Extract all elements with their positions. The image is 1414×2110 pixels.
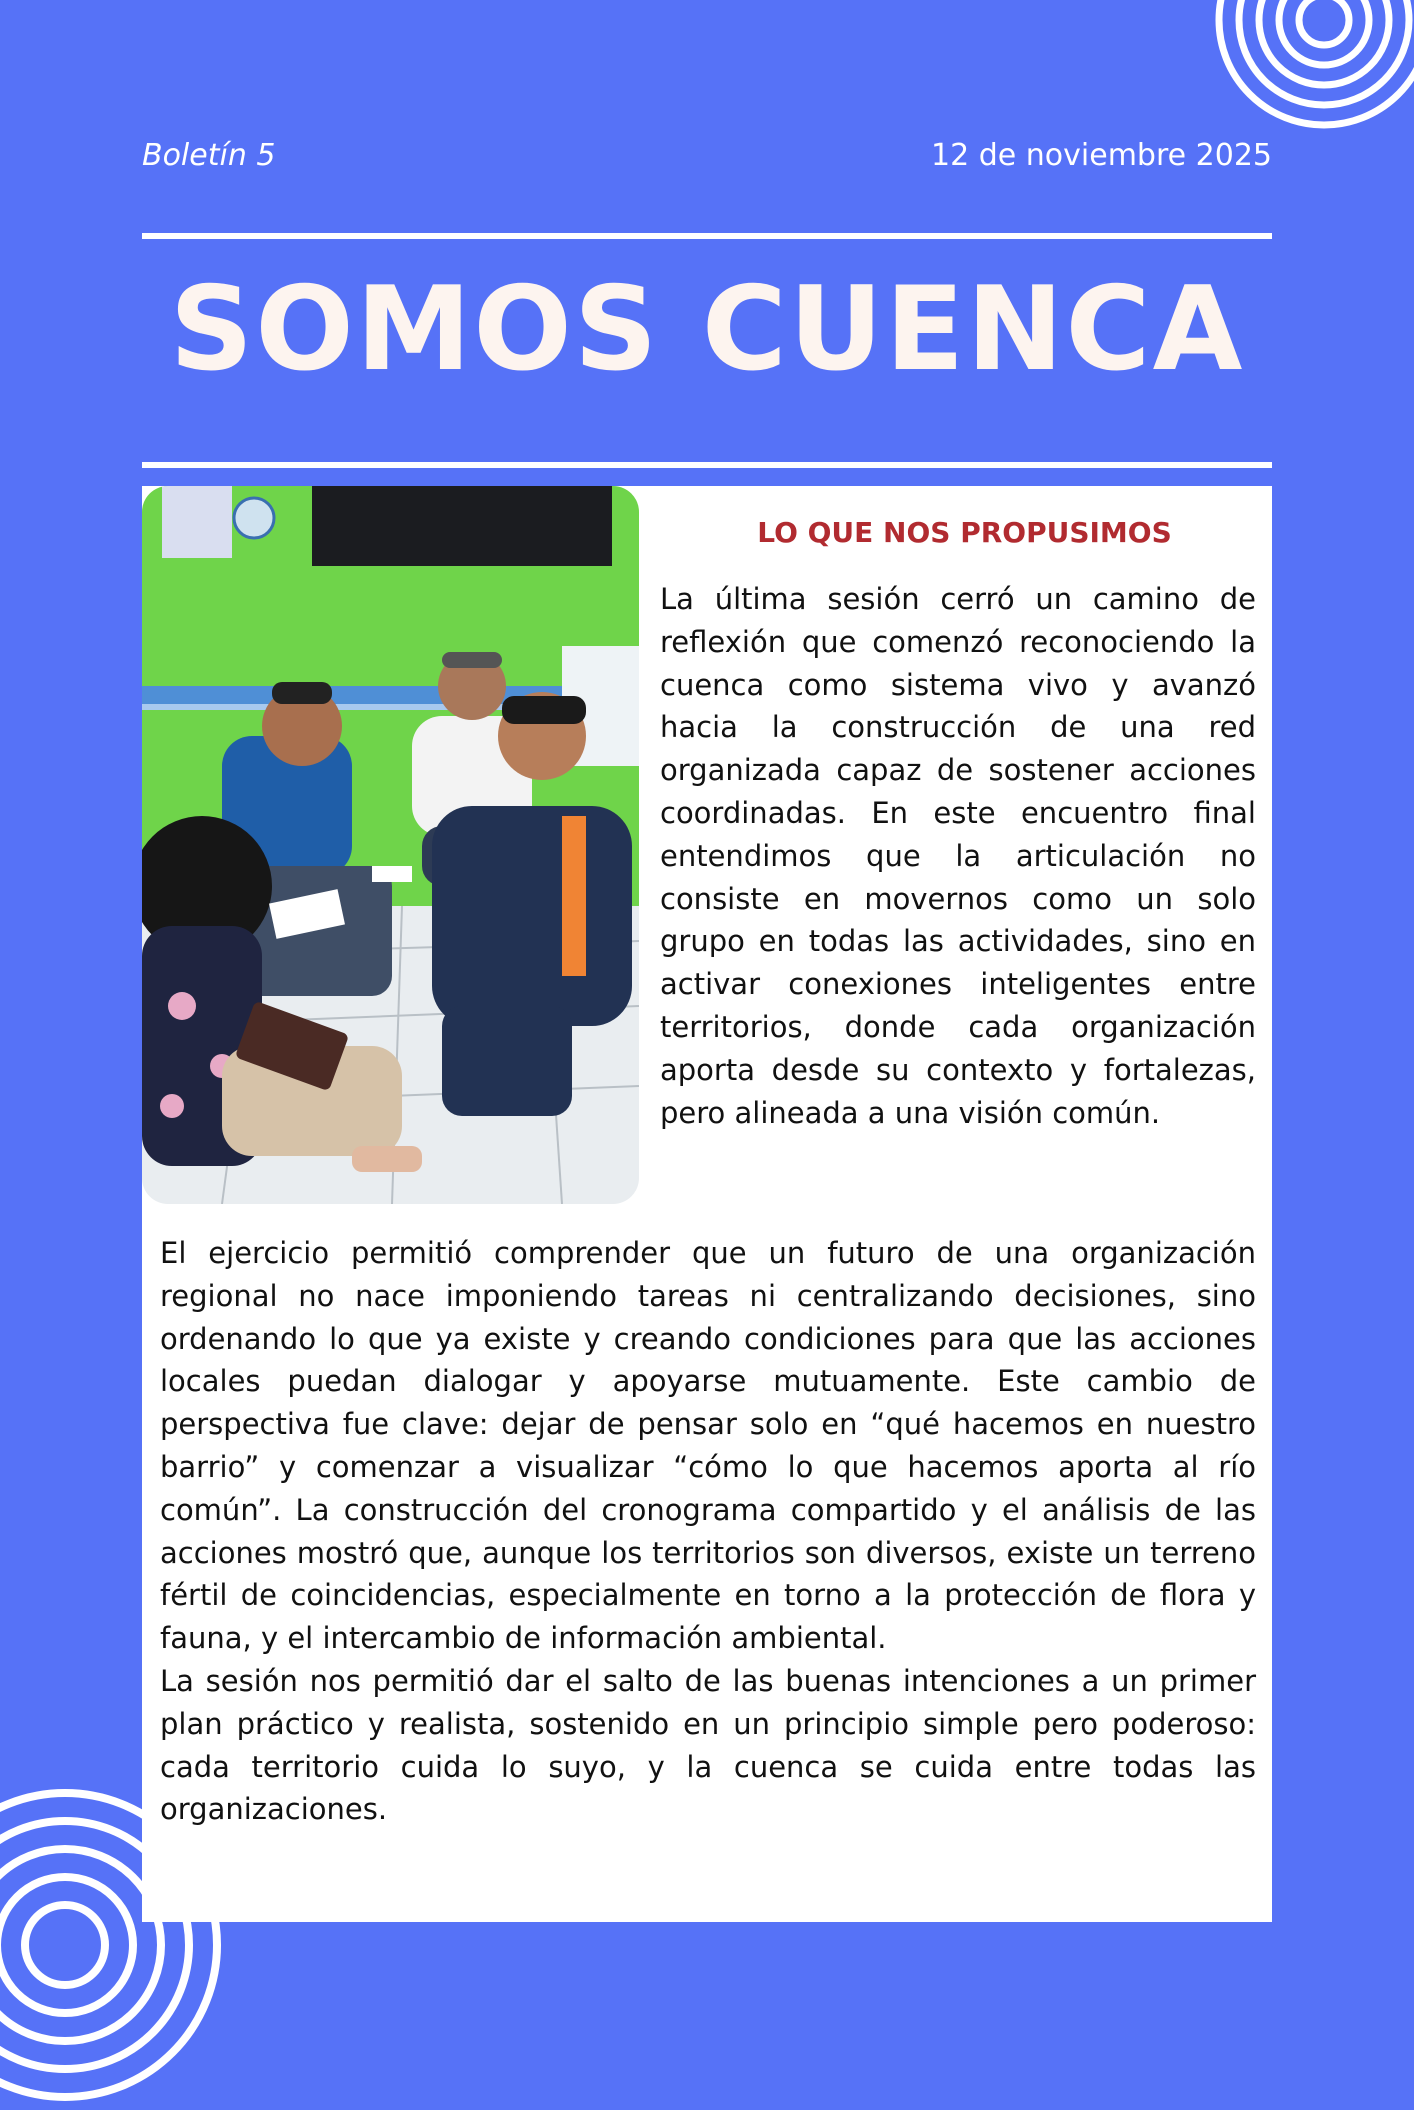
issue-date: 12 de noviembre 2025 — [931, 138, 1272, 173]
bottom-divider — [142, 462, 1272, 468]
newsletter-title: SOMOS CUENCA — [169, 262, 1245, 397]
body-text — [160, 1232, 1256, 1831]
paragraph-conclusion: La sesión nos permitió dar el salto de las buenas intenciones a un primer plan práctico y realista, sostenido en un principio simple pero poderoso: cada territorio cuida lo suyo, y la cuenca se cuida entre todas las organizaciones. — [160, 1663, 1256, 1827]
content-panel — [142, 486, 1272, 1922]
workshop-photo — [142, 486, 639, 1204]
paragraph-intro: La última sesión cerró un camino de reflexión que comenzó reconociendo la cuenca como sistema vivo y avanzó hacia la construcción de una red organizada capaz de sostener acciones coordinadas. En este encuentro final entendimos que la articulación no consiste en movernos como un solo grupo en todas las actividades, sino en activar conexiones inteligentes entre territorios, donde cada organización aporta desde su contexto y fortalezas, pero alineada a una visión común. — [660, 582, 1256, 1130]
header-row — [142, 138, 1272, 173]
issue-number: Boletín 5 — [142, 138, 276, 173]
top-divider — [142, 233, 1272, 239]
paragraph-exercise: El ejercicio permitió comprender que un futuro de una organización regional no nace imponiendo tareas ni centralizando decisiones, sino ordenando lo que ya existe y creando condiciones para que las acciones locales puedan dialogar y apoyarse mutuamente. Este cambio de perspectiva fue clave: dejar de pensar solo en “qué hacemos en nuestro barrio” y comenzar a visualizar “cómo lo que hacemos aporta al río común”. La construcción del cronograma compartido y el análisis de las acciones mostró que, aunque los territorios son diversos, existe un terreno fértil de coincidencias, especialmente en torno a la protección de flora y fauna, y el intercambio de información ambiental. — [160, 1236, 1256, 1656]
concentric-arcs-decoration — [1214, 0, 1414, 130]
section-heading: LO QUE NOS PROPUSIMOS — [757, 516, 1172, 549]
